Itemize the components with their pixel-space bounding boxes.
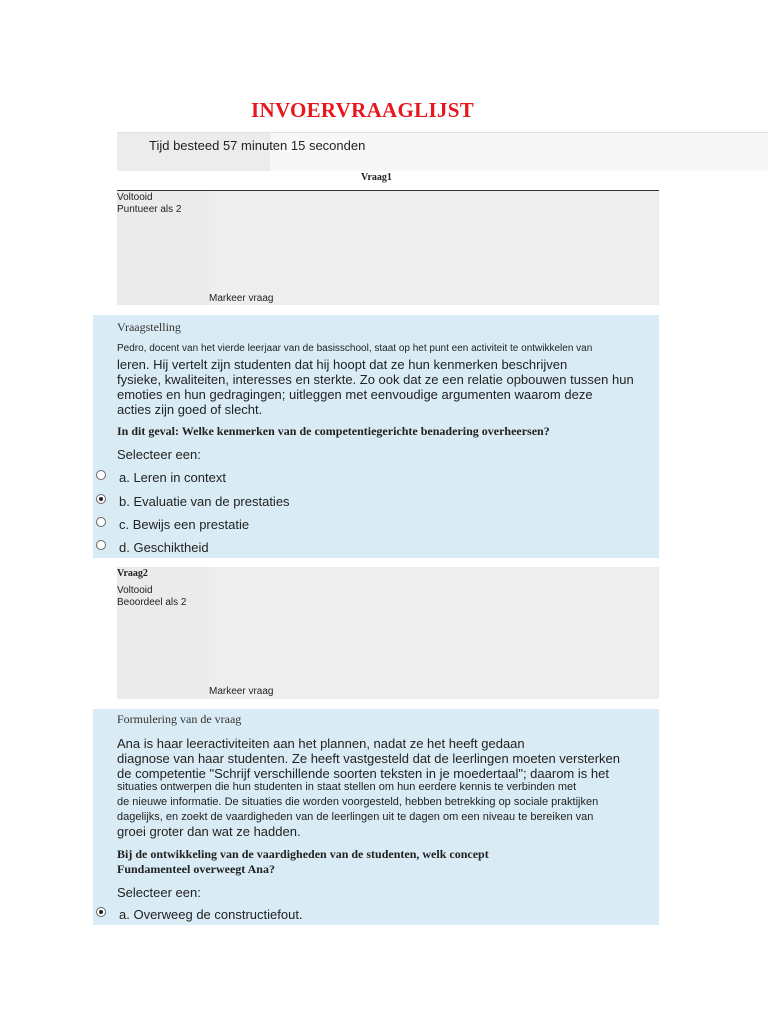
question-1-content	[93, 315, 659, 558]
question-2-text-end: groei groter dan wat ze hadden.	[117, 824, 301, 839]
radio-button-selected[interactable]	[96, 494, 106, 504]
question-2-status: Voltooid	[117, 585, 153, 596]
question-1-info	[117, 191, 659, 305]
question-2-content	[93, 709, 659, 925]
answer-option-b[interactable]: b. Evaluatie van de prestaties	[93, 492, 659, 512]
question-2-prompt: Bij de ontwikkeling van de vaardigheden van de studenten, welk concept Fundamenteel overweegt Ana?	[117, 847, 489, 876]
question-1-label: Vraag1	[361, 172, 392, 183]
radio-button-selected[interactable]	[96, 907, 106, 917]
answer-option-c[interactable]: c. Bewijs een prestatie	[93, 515, 659, 535]
radio-button[interactable]	[96, 470, 106, 480]
radio-button[interactable]	[96, 540, 106, 550]
select-one-label: Selecteer een:	[117, 447, 201, 462]
question-1-prompt: In dit geval: Welke kenmerken van de competentiegerichte benadering overheersen?	[117, 424, 550, 438]
radio-button[interactable]	[96, 517, 106, 527]
page-title: INVOERVRAAGLIJST	[251, 98, 475, 122]
question-1-text: leren. Hij vertelt zijn studenten dat hij hoopt dat ze hun kenmerken beschrijven fysieke, kwaliteiten, interesses en sterkte. Zo ook dat ze een relatie opbouwen tussen hun emoties en hun gedragingen; uitleggen met eenvoudige argumenten waarom deze acties zijn goed of slecht.	[117, 357, 634, 417]
question-1-score: Puntueer als 2	[117, 204, 182, 215]
answer-option-a[interactable]: a. Overweeg de constructiefout.	[93, 905, 659, 925]
question-1-text-intro: Pedro, docent van het vierde leerjaar van de basisschool, staat op het punt een activiteit te ontwikkelen van	[117, 343, 593, 354]
question-2-flag-link[interactable]: Markeer vraag	[209, 686, 274, 697]
time-spent: Tijd besteed 57 minuten 15 seconden	[149, 138, 366, 153]
answer-option-d[interactable]: d. Geschiktheid	[93, 538, 659, 558]
time-spent-row	[117, 132, 768, 171]
question-1-flag-link[interactable]: Markeer vraag	[209, 293, 274, 304]
question-2-score: Beoordeel als 2	[117, 597, 187, 608]
answer-option-a[interactable]: a. Leren in context	[93, 468, 659, 488]
select-one-label: Selecteer een:	[117, 885, 201, 900]
question-2-text: Ana is haar leeractiviteiten aan het plannen, nadat ze het heeft gedaan diagnose van haar studenten. Ze heeft vastgesteld dat de leerlingen moeten versterken de competentie "Schrijf verschillende soorten teksten in je moedertaal"; daarom is het	[117, 736, 620, 781]
question-1-status: Voltooid	[117, 192, 153, 203]
question-2-info	[117, 567, 659, 699]
question-2-text-continued: situaties ontwerpen die hun studenten in staat stellen om hun eerdere kennis te verbinden met de nieuwe informatie. De situaties die worden voorgesteld, hebben betrekking op sociale praktijken dagelijks, en zoekt de vaardigheden van de leerlingen uit te dagen om een niveau te bereiken van	[117, 781, 599, 823]
question-2-heading: Formulering van de vraag	[117, 712, 242, 726]
question-2-label: Vraag2	[117, 568, 148, 579]
question-1-heading: Vraagstelling	[117, 320, 181, 334]
